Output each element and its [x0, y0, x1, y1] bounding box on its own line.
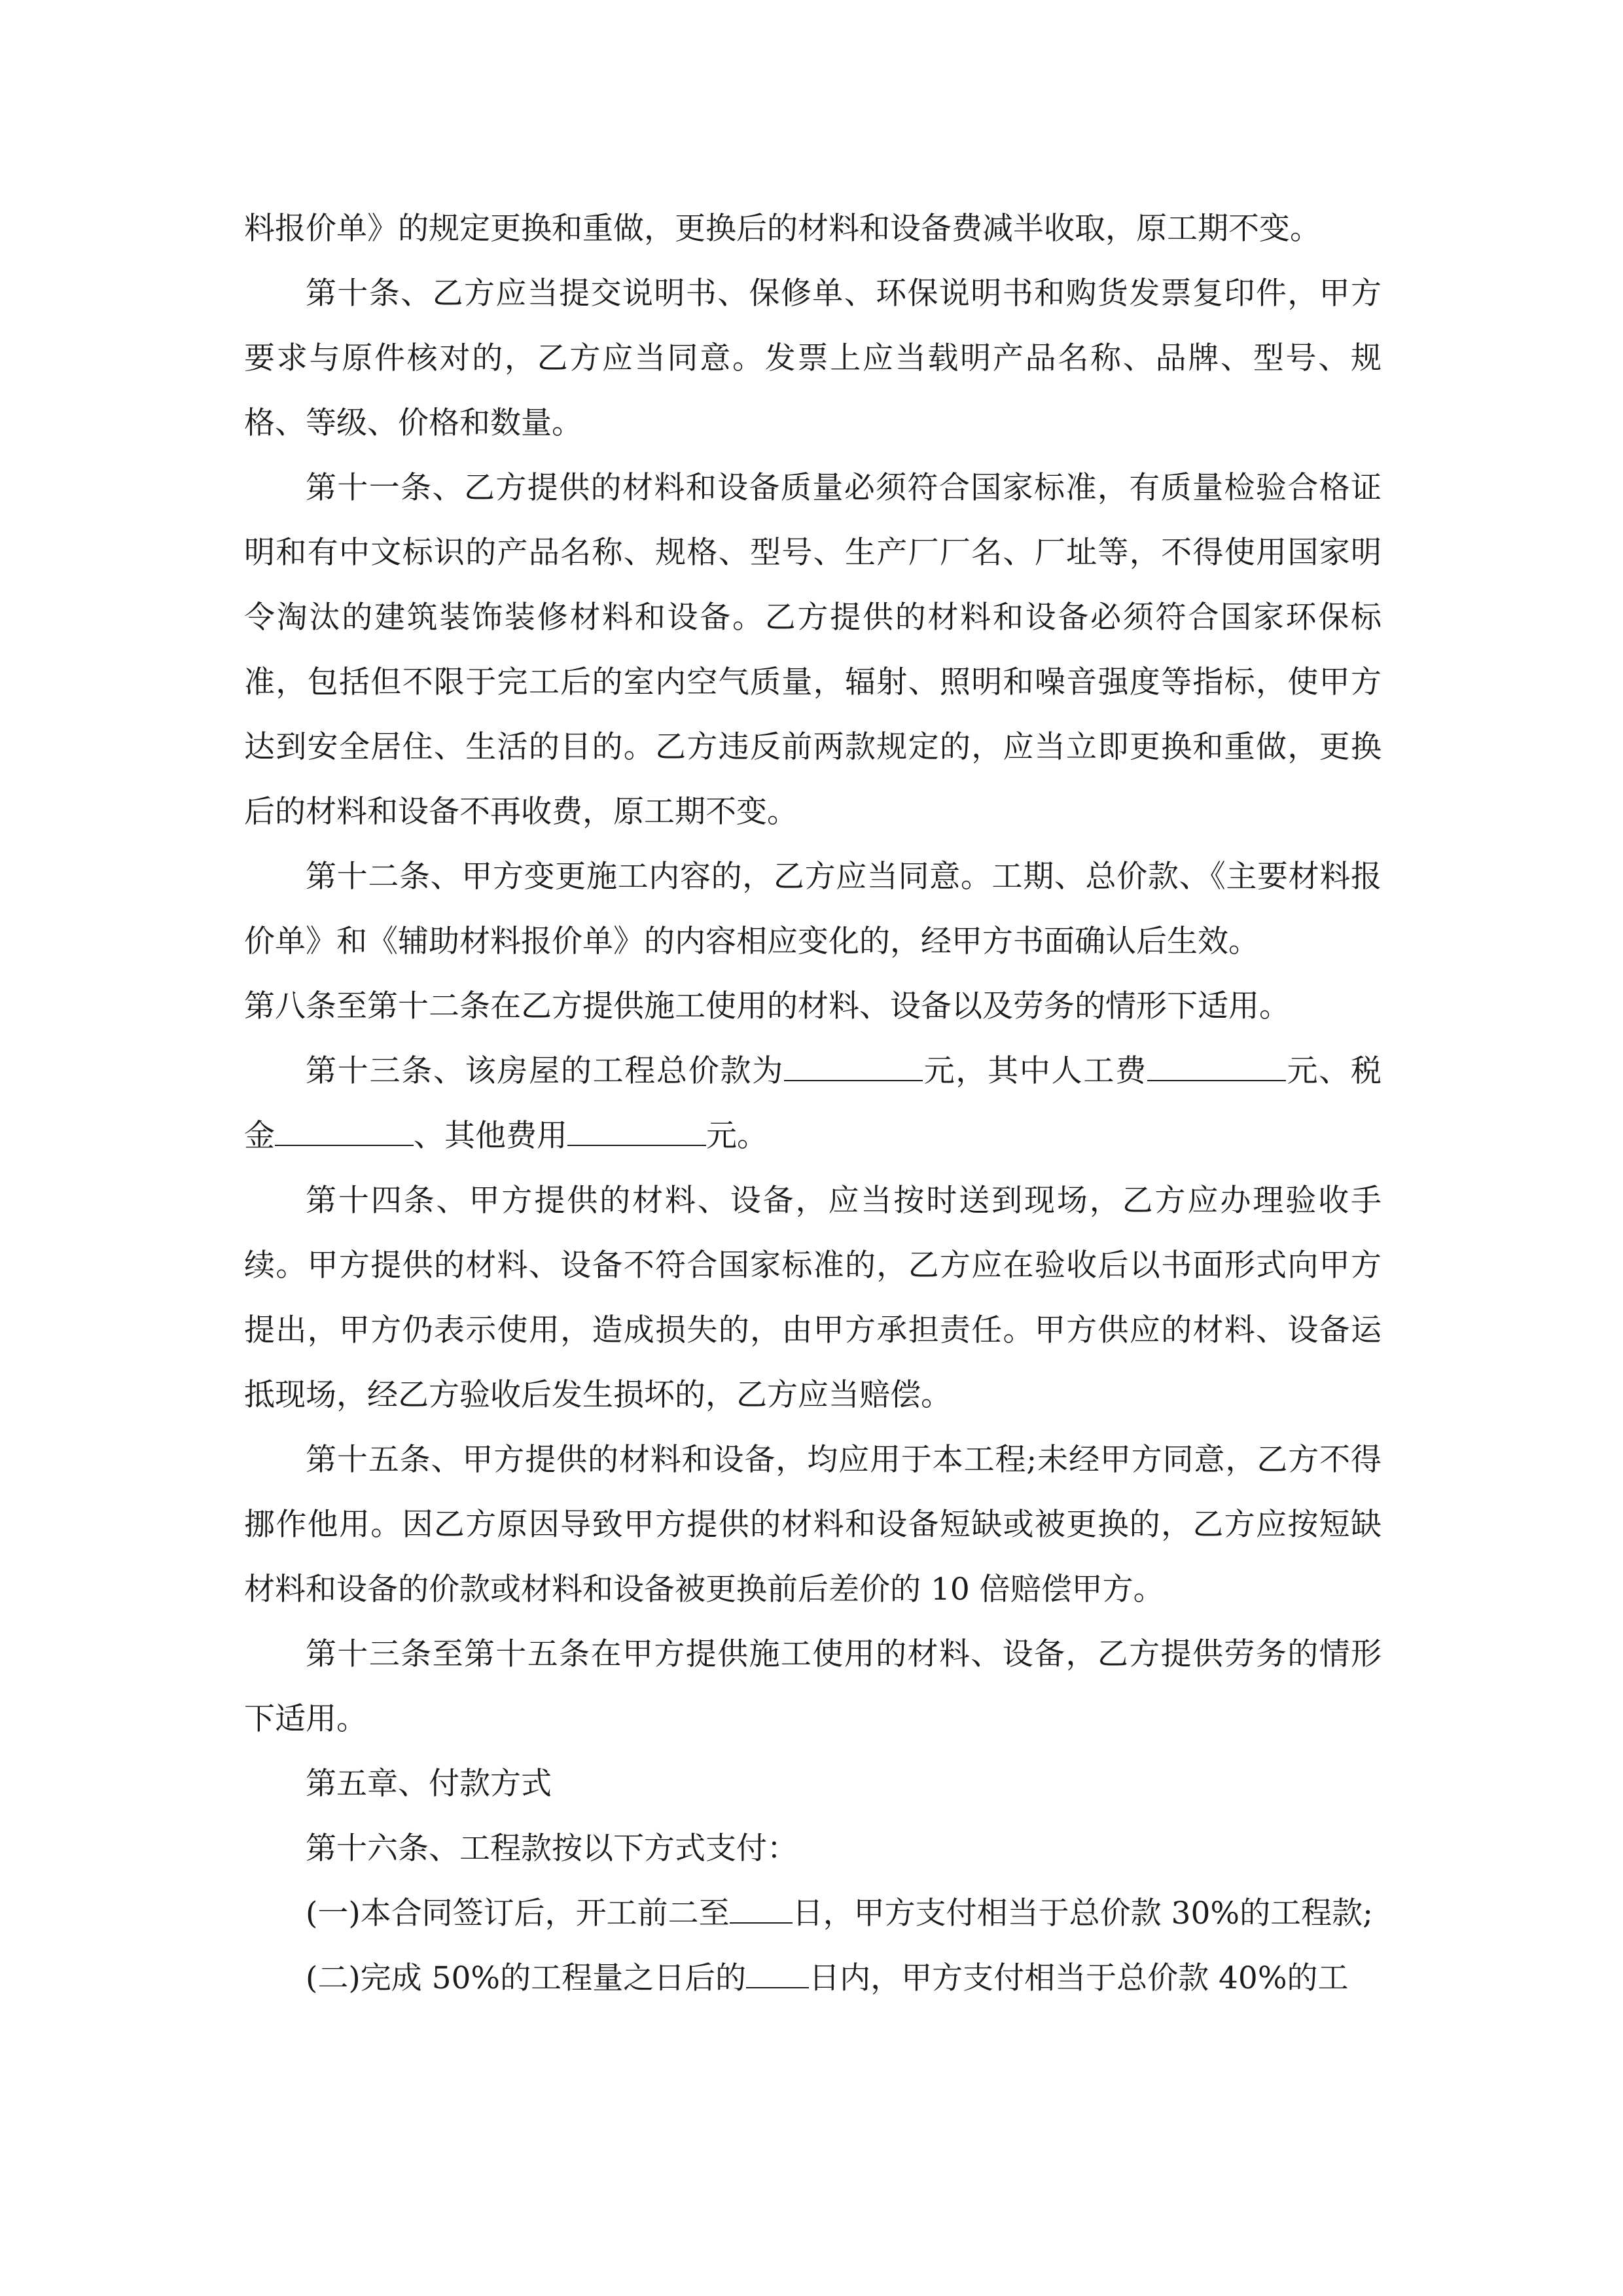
- paragraph-text: 第十六条、工程款按以下方式支付：: [306, 1831, 798, 1867]
- paragraph-text: 料报价单》的规定更换和重做，更换后的材料和设备费减半收取，原工期不变。: [244, 211, 1321, 247]
- paragraph-text: 元。: [706, 1118, 768, 1154]
- paragraph: [244, 261, 1382, 456]
- fill-in-blank: [1147, 1054, 1286, 1081]
- paragraph-text: 第十五条、甲方提供的材料和设备，均应用于本工程;未经甲方同意，乙方不得挪作他用。因乙方原因导致甲方提供的材料和设备短缺或被更换的，乙方应按短缺材料和设备的价款或材料和设备被更换前后差价的 10 倍赔偿甲方。: [244, 1442, 1382, 1607]
- paragraph: [244, 1427, 1382, 1622]
- paragraph-text: (一)本合同签订后，开工前二至: [306, 1895, 730, 1931]
- paragraph-text: 日内，甲方支付相当于总价款 40%的工: [809, 1960, 1349, 1996]
- paragraph: [244, 1881, 1382, 1946]
- paragraph-text: 第十条、乙方应当提交说明书、保修单、环保说明书和购货发票复印件，甲方要求与原件核对的，乙方应当同意。发票上应当载明产品名称、品牌、型号、规格、等级、价格和数量。: [244, 276, 1382, 441]
- paragraph: [244, 1946, 1382, 2011]
- paragraph: [244, 974, 1382, 1039]
- paragraph-text: (二)完成 50%的工程量之日后的: [306, 1960, 747, 1996]
- paragraph-text: 日，甲方支付相当于总价款 30%的工程款;: [792, 1895, 1373, 1931]
- fill-in-blank: [784, 1054, 923, 1081]
- fill-in-blank: [275, 1119, 414, 1146]
- paragraph: [244, 1622, 1382, 1751]
- paragraph-text: 元、税金: [244, 1053, 1382, 1154]
- paragraph: [244, 456, 1382, 844]
- paragraph-text: 第八条至第十二条在乙方提供施工使用的材料、设备以及劳务的情形下适用。: [244, 988, 1290, 1024]
- paragraph-text: 元，其中人工费: [922, 1053, 1147, 1089]
- fill-in-blank: [746, 1961, 809, 1988]
- paragraph-text: 第十三条至第十五条在甲方提供施工使用的材料、设备，乙方提供劳务的情形下适用。: [244, 1636, 1382, 1737]
- paragraph-text: 第十四条、甲方提供的材料、设备，应当按时送到现场，乙方应办理验收手续。甲方提供的材料、设备不符合国家标准的，乙方应在验收后以书面形式向甲方提出，甲方仍表示使用，造成损失的，由甲方承担责任。甲方供应的材料、设备运抵现场，经乙方验收后发生损坏的，乙方应当赔偿。: [244, 1183, 1382, 1413]
- fill-in-blank: [567, 1119, 706, 1146]
- paragraph-text: 第十三条、该房屋的工程总价款为: [306, 1053, 784, 1089]
- paragraph: [244, 1168, 1382, 1427]
- paragraph-text: 第十二条、甲方变更施工内容的，乙方应当同意。工期、总价款、《主要材料报价单》和《辅助材料报价单》的内容相应变化的，经甲方书面确认后生效。: [244, 859, 1382, 960]
- paragraph: [244, 1039, 1382, 1168]
- paragraph-text: 、其他费用: [414, 1118, 567, 1154]
- fill-in-blank: [730, 1896, 793, 1924]
- paragraph-text: 第十一条、乙方提供的材料和设备质量必须符合国家标准，有质量检验合格证明和有中文标识的产品名称、规格、型号、生产厂厂名、厂址等，不得使用国家明令淘汰的建筑装饰装修材料和设备。乙方提供的材料和设备必须符合国家环保标准，包括但不限于完工后的室内空气质量，辐射、照明和噪音强度等指标，使甲方达到安全居住、生活的目的。乙方违反前两款规定的，应当立即更换和重做，更换后的材料和设备不再收费，原工期不变。: [244, 470, 1382, 830]
- paragraph: [244, 844, 1382, 974]
- document-body: [244, 196, 1382, 2011]
- paragraph: [244, 1816, 1382, 1881]
- paragraph-text: 第五章、付款方式: [306, 1766, 552, 1802]
- paragraph: [244, 196, 1382, 261]
- paragraph: [244, 1751, 1382, 1816]
